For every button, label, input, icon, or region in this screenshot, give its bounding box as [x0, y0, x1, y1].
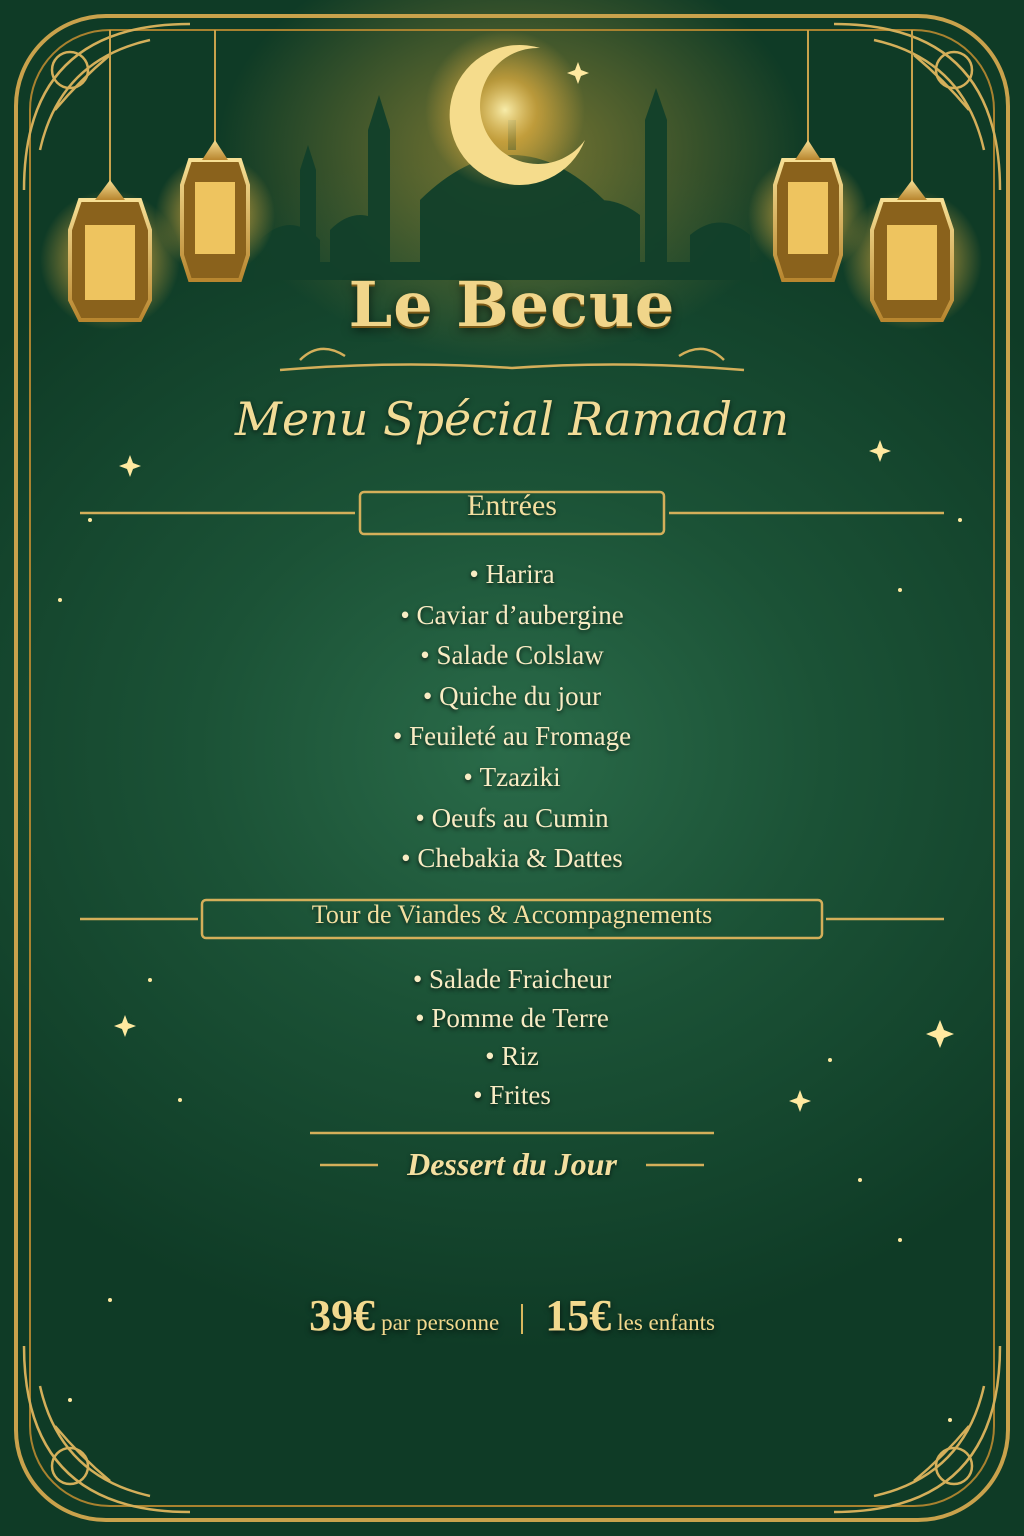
restaurant-name: Le Becue	[348, 268, 676, 341]
list-item: • Feuileté au Fromage	[0, 716, 1024, 757]
crescent-moon-icon	[425, 30, 585, 190]
list-item: • Salade Fraicheur	[0, 960, 1024, 999]
list-item: • Pomme de Terre	[0, 999, 1024, 1038]
list-item: • Salade Colslaw	[0, 635, 1024, 676]
list-item: • Chebakia & Dattes	[0, 838, 1024, 879]
adult-price-label: par personne	[381, 1310, 500, 1335]
adult-price: 39€	[309, 1291, 376, 1340]
title-flourish	[280, 349, 744, 370]
list-item: • Riz	[0, 1037, 1024, 1076]
section-title-dessert: Dessert du Jour	[407, 1146, 617, 1182]
child-price-label: les enfants	[617, 1310, 715, 1335]
list-item: • Frites	[0, 1076, 1024, 1115]
pricing	[0, 1290, 1024, 1341]
child-price: 15€	[545, 1291, 612, 1340]
section-title-viandes: Tour de Viandes & Accompagnements	[311, 900, 713, 929]
lantern-icon	[155, 30, 275, 280]
section-title-entrees: Entrées	[467, 489, 557, 522]
list-item: • Tzaziki	[0, 757, 1024, 798]
list-item: • Caviar d’aubergine	[0, 595, 1024, 636]
list-item: • Oeufs au Cumin	[0, 798, 1024, 839]
list-item: • Quiche du jour	[0, 676, 1024, 717]
price-divider	[521, 1304, 523, 1334]
viandes-list	[0, 960, 1024, 1115]
menu-title: Menu Spécial Ramadan	[234, 392, 790, 446]
entrees-list	[0, 554, 1024, 879]
list-item: • Harira	[0, 554, 1024, 595]
